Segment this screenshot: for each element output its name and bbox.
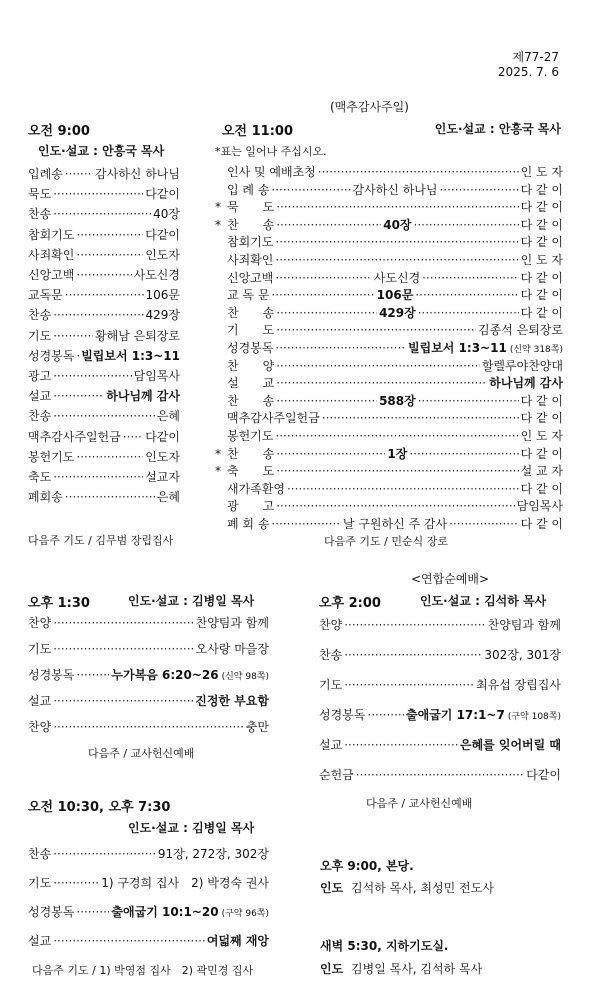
dot-leader bbox=[276, 499, 514, 513]
service-1030-next: 다음주 기도 / 1) 박영점 집사 2) 곽민경 집사 bbox=[32, 964, 254, 977]
order-label: 광 고 bbox=[227, 499, 275, 514]
order-label: 설교 bbox=[28, 389, 52, 404]
order-detail: 날 구원하신 주 감사 bbox=[342, 517, 448, 531]
standing-mark: * bbox=[215, 446, 221, 461]
order-detail-note: (신약 318쪽) bbox=[509, 345, 563, 355]
order-value: 담임목사 bbox=[133, 369, 180, 383]
order-label: 신앙고백 bbox=[28, 268, 75, 282]
order-row bbox=[215, 304, 563, 321]
order-value: 김종석 은퇴장로 bbox=[478, 323, 563, 338]
bulletin-date: 2025. 7. 6 bbox=[497, 65, 559, 79]
order-value: 여덟째 재앙 bbox=[206, 934, 269, 948]
order-value: 다같이 bbox=[526, 768, 561, 782]
order-row bbox=[28, 903, 269, 920]
order-label: 기도 bbox=[319, 678, 343, 692]
order-label: 폐 회 송 bbox=[227, 517, 270, 531]
order-row bbox=[28, 205, 180, 222]
order-row bbox=[215, 374, 563, 391]
order-label: 찬송 bbox=[28, 207, 52, 222]
order-value: 하나님께 감사 bbox=[106, 389, 180, 404]
order-row bbox=[28, 666, 269, 683]
order-value: 설교자 bbox=[145, 470, 180, 484]
dot-leader bbox=[275, 253, 518, 267]
order-row bbox=[215, 269, 563, 286]
order-label: 찬송 bbox=[28, 847, 52, 861]
order-detail: 40장 bbox=[383, 217, 412, 232]
standing-mark: * bbox=[215, 217, 221, 232]
order-row bbox=[28, 266, 180, 283]
order-value: 다같이 bbox=[145, 429, 180, 444]
order-value: 다 같 이 bbox=[520, 446, 563, 461]
order-row bbox=[215, 321, 563, 338]
order-row bbox=[215, 427, 563, 444]
dot-leader bbox=[53, 409, 155, 423]
dot-leader bbox=[287, 482, 519, 496]
order-row bbox=[215, 462, 563, 479]
order-row bbox=[215, 497, 563, 514]
order-row bbox=[215, 198, 563, 215]
dot-leader bbox=[53, 934, 205, 948]
order-value: 다 같 이 bbox=[520, 288, 563, 303]
order-value: 다같이 bbox=[145, 227, 180, 242]
order-label: 찬송 bbox=[28, 409, 52, 424]
order-label: 사죄확인 bbox=[227, 253, 274, 267]
order-value: 진정한 부요함 bbox=[195, 694, 269, 708]
order-row bbox=[28, 407, 180, 424]
service-900pm-title: 오후 9:00, 본당. bbox=[320, 859, 414, 873]
order-value: 인 도 자 bbox=[520, 429, 563, 443]
order-detail: 1장 bbox=[387, 446, 408, 461]
order-label: 찬양 bbox=[319, 618, 343, 632]
service-1100-next: 다음주 기도 / 민순식 장로 bbox=[324, 535, 448, 548]
order-label: 찬양 bbox=[28, 720, 52, 734]
order-label: 폐회송 bbox=[28, 490, 63, 505]
service-200-tag: <연합순예배> bbox=[411, 572, 490, 586]
order-value: 출애굽기 10:1~20 bbox=[111, 905, 219, 919]
order-label: 설교 bbox=[319, 738, 343, 752]
order-label: 묵도 bbox=[28, 187, 52, 202]
order-row bbox=[28, 614, 269, 631]
service-1100-title: 오전 11:00 bbox=[222, 124, 294, 139]
order-label: 설교 bbox=[28, 694, 52, 708]
order-label: 찬 송 bbox=[227, 305, 275, 320]
dot-leader bbox=[275, 271, 371, 285]
order-row bbox=[215, 339, 563, 356]
order-value: 다 같 이 bbox=[520, 217, 563, 232]
service-200-title: 오후 2:00 bbox=[319, 596, 381, 611]
order-label: 입 례 송 bbox=[227, 182, 270, 197]
order-row bbox=[215, 286, 563, 303]
order-value-note: (구약 96쪽) bbox=[221, 909, 269, 919]
order-value: 사도신경 bbox=[133, 268, 180, 282]
dot-leader bbox=[53, 694, 193, 708]
order-row bbox=[28, 246, 180, 263]
dot-leader bbox=[367, 708, 404, 722]
order-label: 봉헌기도 bbox=[227, 429, 274, 443]
service-200-leader: 인도·설교 : 김석하 목사 bbox=[420, 594, 547, 608]
order-label: 참회기도 bbox=[28, 227, 75, 242]
service-1030-leader: 인도·설교 : 김병일 목사 bbox=[128, 821, 255, 835]
order-row bbox=[28, 718, 269, 735]
service-130-leader: 인도·설교 : 김병일 목사 bbox=[128, 594, 255, 608]
order-value: 담임목사 bbox=[516, 499, 563, 514]
dot-leader bbox=[276, 376, 487, 390]
dot-leader bbox=[415, 288, 518, 302]
order-label: 기 도 bbox=[227, 323, 275, 338]
order-row bbox=[215, 480, 563, 497]
order-row bbox=[28, 306, 180, 323]
order-label: 찬 송 bbox=[227, 217, 275, 232]
order-value: 인 도 자 bbox=[520, 165, 563, 179]
service-130-title: 오후 1:30 bbox=[28, 596, 90, 611]
order-row bbox=[28, 692, 269, 709]
dot-leader bbox=[53, 329, 93, 343]
order-label: 봉헌기도 bbox=[28, 449, 75, 464]
order-value: 찬양팀과 함께 bbox=[487, 618, 561, 632]
order-value: 누가복음 6:20~26 bbox=[111, 668, 219, 682]
dot-leader bbox=[271, 517, 341, 531]
dot-leader bbox=[276, 306, 377, 320]
service-900pm-lead-names: 김석하 목사, 최성민 전도사 bbox=[351, 881, 494, 895]
service-900-title: 오전 9:00 bbox=[28, 124, 90, 139]
standing-mark: * bbox=[215, 464, 221, 479]
order-label: 묵 도 bbox=[227, 200, 275, 215]
order-value: 다 같 이 bbox=[520, 200, 563, 215]
dot-leader bbox=[275, 429, 518, 443]
issue-number: 제77-27 bbox=[512, 50, 559, 64]
dot-leader bbox=[318, 165, 519, 179]
dot-leader bbox=[76, 268, 131, 282]
dot-leader bbox=[53, 308, 143, 322]
order-value-note: (신약 98쪽) bbox=[221, 672, 269, 682]
dot-leader bbox=[344, 618, 485, 632]
order-label: 찬송 bbox=[319, 648, 343, 662]
order-detail: 106문 bbox=[376, 288, 414, 303]
order-label: 기도 bbox=[28, 642, 52, 656]
order-value: 오사랑 마을장 bbox=[195, 642, 269, 656]
order-label: 순헌금 bbox=[319, 768, 354, 782]
order-detail: 감사하신 하나님 bbox=[352, 182, 438, 197]
dot-leader bbox=[76, 905, 109, 919]
dot-leader bbox=[76, 668, 109, 682]
order-label: 설 교 bbox=[227, 376, 275, 391]
dot-leader bbox=[76, 450, 143, 464]
dot-leader bbox=[418, 306, 519, 320]
order-value: 다같이 bbox=[145, 187, 180, 202]
service-900pm-lead bbox=[320, 879, 494, 896]
order-row bbox=[28, 286, 180, 303]
order-row bbox=[215, 251, 563, 268]
order-value: 1) 구경희 집사 2) 박경숙 권사 bbox=[101, 876, 269, 890]
order-label: 성경봉독 bbox=[319, 708, 366, 722]
order-value: 302장, 301장 bbox=[484, 648, 561, 662]
order-label: 성경봉독 bbox=[28, 668, 75, 682]
order-label: 새가족환영 bbox=[227, 481, 285, 496]
service-130-next: 다음주 / 교사헌신예배 bbox=[88, 747, 195, 760]
order-label: 축도 bbox=[28, 470, 52, 484]
order-label: 맥추감사주일헌금 bbox=[28, 429, 121, 444]
dot-leader bbox=[271, 183, 350, 197]
order-row bbox=[28, 165, 180, 182]
order-value: 할렐루야찬양대 bbox=[481, 358, 563, 373]
order-value: 91장, 272장, 302장 bbox=[157, 847, 269, 861]
dot-leader bbox=[276, 323, 476, 337]
dot-leader bbox=[276, 464, 518, 478]
service-530-title: 새벽 5:30, 지하기도실. bbox=[320, 939, 449, 953]
order-row bbox=[215, 216, 563, 233]
order-label: 교 독 문 bbox=[227, 288, 270, 303]
order-value: 출애굽기 17:1~7 bbox=[406, 708, 505, 722]
order-value: 40장 bbox=[153, 207, 180, 222]
order-value: 하나님께 감사 bbox=[489, 376, 563, 391]
order-row bbox=[28, 640, 269, 657]
order-value: 인도자 bbox=[145, 449, 180, 464]
order-row bbox=[215, 409, 563, 426]
order-label: 맥추감사주일헌금 bbox=[227, 411, 320, 426]
order-row bbox=[28, 874, 269, 891]
order-label: 찬 송 bbox=[227, 446, 275, 461]
dot-leader bbox=[65, 490, 155, 504]
service-530-lead-names: 김병일 목사, 김석하 목사 bbox=[351, 962, 483, 976]
service-530-lead bbox=[320, 960, 482, 977]
dot-leader bbox=[344, 738, 458, 752]
service-900pm-lead-label: 인도 bbox=[320, 881, 344, 895]
dot-leader bbox=[409, 447, 518, 461]
order-value: 다 같 이 bbox=[520, 182, 563, 197]
order-value-note: (구약 108쪽) bbox=[507, 712, 561, 722]
order-label: 찬양 bbox=[28, 616, 52, 630]
order-label: 축 도 bbox=[227, 464, 275, 479]
dot-leader bbox=[356, 768, 524, 782]
order-row bbox=[215, 392, 563, 409]
dot-leader bbox=[65, 288, 144, 302]
order-label: 찬송 bbox=[28, 308, 52, 323]
order-value: 은혜 bbox=[156, 409, 180, 424]
order-value: 은혜를 잊어버릴 때 bbox=[459, 738, 561, 752]
order-value: 다 같 이 bbox=[520, 393, 563, 408]
order-detail: 사도신경 bbox=[373, 270, 421, 285]
order-value: 106문 bbox=[145, 288, 180, 303]
order-row bbox=[28, 226, 180, 243]
order-label: 입례송 bbox=[28, 167, 63, 181]
dot-leader bbox=[344, 648, 482, 662]
dot-leader bbox=[53, 470, 143, 484]
dot-leader bbox=[53, 876, 99, 890]
order-detail: 429장 bbox=[379, 305, 416, 320]
order-label: 광고 bbox=[28, 369, 52, 383]
dot-leader bbox=[275, 341, 406, 355]
order-row bbox=[28, 488, 180, 505]
order-row bbox=[319, 676, 561, 693]
order-row bbox=[319, 766, 561, 783]
order-value: 은혜 bbox=[156, 490, 180, 505]
service-900-next: 다음주 기도 / 김무범 장립집사 bbox=[28, 534, 174, 547]
order-row bbox=[215, 163, 563, 180]
dot-leader bbox=[344, 678, 474, 692]
order-row bbox=[28, 932, 269, 949]
dot-leader bbox=[76, 349, 79, 363]
order-value: 빌립보서 1:3~11 bbox=[81, 348, 180, 363]
order-row bbox=[215, 515, 563, 532]
order-label: 성경봉독 bbox=[227, 341, 274, 355]
order-label: 교독문 bbox=[28, 288, 63, 303]
order-value: 429장 bbox=[145, 308, 180, 323]
order-row bbox=[319, 616, 561, 633]
order-detail: 빌립보서 1:3~11 bbox=[408, 341, 507, 355]
order-row bbox=[28, 428, 180, 445]
order-value: 인 도 자 bbox=[520, 253, 563, 267]
order-label: 참회기도 bbox=[227, 235, 274, 250]
order-label: 신앙고백 bbox=[227, 270, 274, 285]
service-530-lead-label: 인도 bbox=[320, 962, 344, 976]
dot-leader bbox=[276, 359, 480, 373]
dot-leader bbox=[276, 200, 518, 214]
order-value: 다 같 이 bbox=[520, 517, 563, 531]
dot-leader bbox=[65, 167, 93, 181]
order-value: 최유섭 장립집사 bbox=[476, 678, 561, 692]
dot-leader bbox=[271, 288, 374, 302]
dot-leader bbox=[275, 235, 518, 249]
order-row bbox=[319, 706, 561, 723]
dot-leader bbox=[53, 642, 193, 656]
dot-leader bbox=[53, 187, 143, 201]
dot-leader bbox=[53, 616, 193, 630]
dot-leader bbox=[53, 847, 156, 861]
order-label: 설교 bbox=[28, 934, 52, 948]
order-value: 다 같 이 bbox=[520, 235, 563, 250]
order-row bbox=[28, 387, 180, 404]
dot-leader bbox=[422, 271, 518, 285]
dot-leader bbox=[276, 218, 381, 232]
dot-leader bbox=[76, 248, 143, 262]
order-label: 사죄확인 bbox=[28, 247, 75, 262]
order-label: 성경봉독 bbox=[28, 348, 75, 363]
dot-leader bbox=[439, 183, 518, 197]
order-label: 성경봉독 bbox=[28, 905, 75, 919]
order-label: 찬 송 bbox=[227, 393, 275, 408]
order-label: 기도 bbox=[28, 328, 52, 343]
order-value: 감사하신 하나님 bbox=[95, 167, 180, 181]
order-value: 설 교 자 bbox=[520, 464, 563, 479]
service-1100-leader: 인도·설교 : 안흥국 목사 bbox=[434, 122, 561, 136]
order-value: 다 같 이 bbox=[520, 411, 563, 426]
order-row bbox=[215, 357, 563, 374]
order-value: 인도자 bbox=[145, 247, 180, 262]
dot-leader bbox=[322, 411, 519, 425]
dot-leader bbox=[449, 517, 519, 531]
dot-leader bbox=[276, 447, 385, 461]
order-label: 인사 및 예배초청 bbox=[227, 165, 316, 179]
dot-leader bbox=[418, 394, 519, 408]
order-value: 다 같 이 bbox=[520, 305, 563, 320]
order-row bbox=[28, 845, 269, 862]
dot-leader bbox=[53, 207, 151, 221]
order-value: 충만 bbox=[245, 720, 269, 734]
service-200-next: 다음주 / 교사헌신예배 bbox=[366, 797, 473, 810]
order-row bbox=[215, 233, 563, 250]
order-row bbox=[319, 646, 561, 663]
standing-note: *표는 일어나 주십시오. bbox=[215, 145, 327, 158]
order-value: 찬양팀과 함께 bbox=[195, 616, 269, 630]
order-row bbox=[28, 327, 180, 344]
order-row bbox=[215, 445, 563, 462]
dot-leader bbox=[53, 389, 104, 403]
order-value: 다 같 이 bbox=[520, 270, 563, 285]
occasion-title: (맥추감사주일) bbox=[330, 100, 409, 114]
service-900-leader: 인도·설교 : 안흥국 목사 bbox=[38, 144, 165, 158]
order-row bbox=[28, 468, 180, 485]
dot-leader bbox=[53, 720, 244, 734]
standing-mark: * bbox=[215, 200, 221, 215]
order-row bbox=[319, 736, 561, 753]
order-row bbox=[28, 347, 180, 364]
dot-leader bbox=[53, 369, 131, 383]
dot-leader bbox=[76, 228, 143, 242]
order-value: 다 같 이 bbox=[520, 481, 563, 496]
order-value: 황해남 은퇴장로 bbox=[95, 328, 180, 343]
order-detail: 588장 bbox=[379, 393, 416, 408]
order-row bbox=[28, 448, 180, 465]
order-row bbox=[28, 367, 180, 384]
order-row bbox=[215, 181, 563, 198]
dot-leader bbox=[123, 430, 143, 444]
dot-leader bbox=[276, 394, 377, 408]
order-label: 찬 양 bbox=[227, 358, 275, 373]
service-1030-title: 오전 10:30, 오후 7:30 bbox=[28, 800, 171, 815]
dot-leader bbox=[414, 218, 519, 232]
order-label: 기도 bbox=[28, 876, 52, 890]
order-row bbox=[28, 185, 180, 202]
